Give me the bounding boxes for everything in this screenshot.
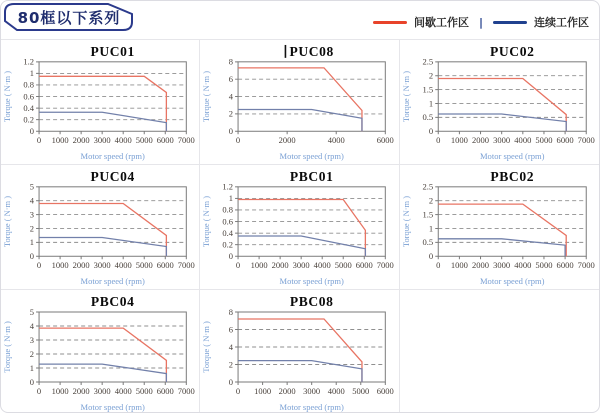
svg-text:0: 0	[236, 135, 241, 146]
svg-text:4: 4	[29, 320, 35, 331]
svg-text:2000: 2000	[471, 260, 489, 271]
torque-speed-chart-PUC04	[1, 165, 199, 289]
svg-text:2000: 2000	[271, 260, 289, 271]
svg-text:5000: 5000	[135, 386, 153, 396]
svg-text:4000: 4000	[114, 386, 132, 396]
svg-text:1000: 1000	[450, 260, 468, 271]
svg-text:6000: 6000	[356, 260, 374, 271]
svg-text:Motor speed (rpm): Motor speed (rpm)	[279, 402, 345, 412]
svg-text:Torque ( N·m ): Torque ( N·m )	[201, 70, 212, 123]
svg-text:0.8: 0.8	[23, 79, 35, 90]
svg-text:5000: 5000	[335, 260, 353, 271]
svg-text:2: 2	[229, 359, 234, 370]
chart-title: PBC08	[290, 294, 334, 309]
chart-cell-PUC02	[400, 40, 599, 165]
chart-title: PUC08	[289, 43, 335, 59]
svg-text:4000: 4000	[513, 135, 532, 146]
svg-text:Torque ( N·m ): Torque ( N·m )	[400, 70, 411, 123]
svg-text:1: 1	[229, 193, 234, 204]
svg-text:1000: 1000	[254, 386, 272, 396]
svg-text:0: 0	[229, 126, 234, 137]
svg-text:1000: 1000	[250, 260, 268, 271]
chart-title: PBC02	[490, 168, 534, 184]
svg-text:Motor speed (rpm): Motor speed (rpm)	[80, 151, 145, 162]
svg-text:8: 8	[229, 56, 234, 67]
svg-text:6: 6	[229, 324, 234, 335]
svg-text:3000: 3000	[93, 260, 111, 271]
svg-text:1.5: 1.5	[422, 209, 433, 220]
svg-text:1: 1	[29, 362, 35, 373]
svg-text:1: 1	[29, 68, 35, 79]
chart-cell-PBC08	[200, 290, 399, 413]
svg-text:4: 4	[29, 195, 35, 206]
svg-text:1: 1	[428, 98, 433, 109]
svg-text:0.5: 0.5	[422, 112, 433, 123]
chart-cell-PUC04	[1, 165, 200, 290]
svg-text:Motor speed (rpm): Motor speed (rpm)	[479, 151, 545, 162]
svg-text:2000: 2000	[278, 135, 296, 146]
svg-text:1.2: 1.2	[23, 56, 35, 67]
chart-title: PBC01	[290, 168, 334, 184]
svg-text:7000: 7000	[577, 135, 595, 146]
svg-text:Torque ( N·m ): Torque ( N·m )	[1, 70, 13, 123]
svg-text:0.2: 0.2	[23, 114, 35, 125]
svg-text:7000: 7000	[377, 260, 395, 271]
svg-text:4: 4	[229, 91, 234, 102]
svg-text:Torque ( N·m ): Torque ( N·m )	[201, 321, 212, 373]
svg-text:6000: 6000	[377, 135, 395, 146]
svg-text:0.4: 0.4	[23, 102, 35, 113]
svg-text:3: 3	[29, 209, 35, 220]
svg-text:6000: 6000	[156, 135, 174, 146]
svg-text:6000: 6000	[556, 260, 574, 271]
svg-text:3000: 3000	[93, 135, 111, 146]
chart-cell-PBC01	[200, 165, 399, 290]
svg-text:0: 0	[435, 135, 441, 146]
svg-text:0: 0	[29, 126, 35, 137]
svg-text:3000: 3000	[492, 260, 510, 271]
chart-title: PUC02	[489, 43, 535, 59]
chart-title: PUC01	[90, 43, 135, 59]
panel-header	[1, 1, 599, 39]
svg-text:0: 0	[29, 376, 35, 387]
torque-speed-chart-PBC04	[1, 290, 199, 413]
svg-text:7000: 7000	[177, 260, 195, 271]
svg-text:2.5: 2.5	[422, 56, 433, 67]
svg-text:6000: 6000	[156, 386, 174, 396]
svg-text:1000: 1000	[51, 386, 69, 396]
svg-text:2000: 2000	[471, 135, 489, 146]
legend	[373, 14, 589, 30]
svg-text:Torque ( N·m ): Torque ( N·m )	[1, 195, 13, 248]
svg-text:2000: 2000	[72, 260, 90, 271]
charts-grid	[1, 39, 599, 413]
svg-text:5000: 5000	[135, 135, 153, 146]
svg-text:Torque ( N·m ): Torque ( N·m )	[400, 195, 411, 248]
svg-text:5: 5	[29, 306, 35, 317]
svg-text:4000: 4000	[114, 135, 132, 146]
torque-speed-chart-PUC08	[200, 40, 398, 164]
svg-text:0: 0	[435, 260, 441, 271]
svg-text:0: 0	[236, 260, 241, 271]
svg-text:6000: 6000	[377, 386, 395, 396]
svg-text:Motor speed (rpm): Motor speed (rpm)	[80, 276, 145, 287]
svg-text:5000: 5000	[535, 135, 553, 146]
svg-text:Motor speed (rpm): Motor speed (rpm)	[80, 402, 145, 412]
svg-text:0.8: 0.8	[222, 204, 234, 215]
text-cursor	[285, 45, 287, 58]
legend-separator: |	[478, 15, 483, 29]
svg-text:2000: 2000	[72, 386, 90, 396]
svg-text:0: 0	[428, 126, 433, 137]
svg-text:0: 0	[428, 251, 433, 262]
svg-text:0.4: 0.4	[222, 227, 234, 238]
intermittent-line-swatch	[373, 21, 407, 24]
chart-title: PUC04	[90, 168, 135, 184]
empty-cell	[400, 290, 599, 413]
torque-speed-chart-PBC01	[200, 165, 398, 289]
svg-text:7000: 7000	[177, 135, 195, 146]
svg-text:2000: 2000	[278, 386, 296, 396]
svg-text:1000: 1000	[450, 135, 468, 146]
svg-text:7000: 7000	[177, 386, 195, 396]
intermittent-legend-label: 间歇工作区	[413, 16, 469, 29]
svg-text:3000: 3000	[292, 260, 311, 271]
chart-cell-PUC01	[1, 40, 200, 165]
svg-text:Torque ( N·m ): Torque ( N·m )	[2, 321, 13, 373]
torque-speed-chart-PBC02	[400, 165, 599, 289]
svg-text:6000: 6000	[556, 135, 574, 146]
svg-text:0: 0	[36, 135, 42, 146]
torque-speed-chart-PUC01	[1, 40, 199, 164]
continuous-legend-label: 连续工作区	[534, 16, 589, 29]
svg-text:6000: 6000	[156, 260, 174, 271]
series-title: 80框以下系列	[17, 8, 121, 27]
svg-text:4000: 4000	[328, 386, 346, 396]
svg-text:3000: 3000	[303, 386, 321, 396]
svg-text:Motor speed (rpm): Motor speed (rpm)	[479, 276, 545, 287]
svg-text:0: 0	[36, 260, 42, 271]
svg-text:0: 0	[229, 251, 234, 262]
svg-text:5: 5	[29, 181, 35, 192]
svg-text:2: 2	[229, 108, 234, 119]
svg-text:0.6: 0.6	[23, 91, 35, 102]
svg-text:1000: 1000	[51, 260, 69, 271]
svg-text:4000: 4000	[114, 260, 132, 271]
svg-text:2: 2	[29, 348, 35, 359]
svg-text:7000: 7000	[577, 260, 595, 271]
svg-text:0.6: 0.6	[222, 216, 234, 227]
svg-text:5000: 5000	[135, 260, 153, 271]
svg-text:8: 8	[229, 306, 234, 317]
svg-text:4000: 4000	[513, 260, 532, 271]
svg-text:1.2: 1.2	[222, 181, 234, 192]
svg-text:2: 2	[428, 195, 433, 206]
svg-text:1: 1	[29, 237, 35, 248]
svg-text:4: 4	[229, 341, 234, 352]
svg-text:1000: 1000	[51, 135, 69, 146]
torque-speed-chart-PUC02	[400, 40, 599, 164]
svg-text:0: 0	[36, 386, 42, 396]
svg-text:2: 2	[428, 70, 433, 81]
svg-text:0.5: 0.5	[422, 237, 433, 248]
svg-text:Torque ( N·m ): Torque ( N·m )	[201, 195, 212, 248]
svg-text:5000: 5000	[535, 260, 553, 271]
svg-text:1.5: 1.5	[422, 84, 433, 95]
svg-text:2000: 2000	[72, 135, 90, 146]
svg-text:4000: 4000	[314, 260, 332, 271]
svg-text:1: 1	[428, 223, 433, 234]
svg-text:2.5: 2.5	[422, 181, 433, 192]
svg-text:0.2: 0.2	[222, 239, 234, 250]
svg-text:6: 6	[229, 74, 234, 84]
torque-speed-chart-PBC08	[200, 290, 398, 413]
chart-cell-PBC04	[1, 290, 200, 413]
chart-cell-PBC02	[400, 165, 599, 290]
svg-text:3: 3	[29, 334, 35, 345]
svg-text:3000: 3000	[93, 386, 111, 396]
svg-text:2: 2	[29, 223, 35, 234]
chart-cell-PUC08	[200, 40, 399, 165]
svg-text:Motor speed (rpm): Motor speed (rpm)	[279, 151, 345, 162]
svg-text:0: 0	[29, 251, 35, 262]
svg-text:3000: 3000	[492, 135, 510, 146]
svg-text:Motor speed (rpm): Motor speed (rpm)	[279, 276, 345, 287]
continuous-line-swatch	[493, 21, 527, 24]
svg-text:0: 0	[236, 386, 241, 396]
svg-text:4000: 4000	[328, 135, 346, 146]
series-title-tag	[4, 3, 134, 31]
svg-text:0: 0	[229, 376, 234, 387]
chart-title: PBC04	[90, 294, 135, 309]
svg-text:5000: 5000	[352, 386, 370, 396]
